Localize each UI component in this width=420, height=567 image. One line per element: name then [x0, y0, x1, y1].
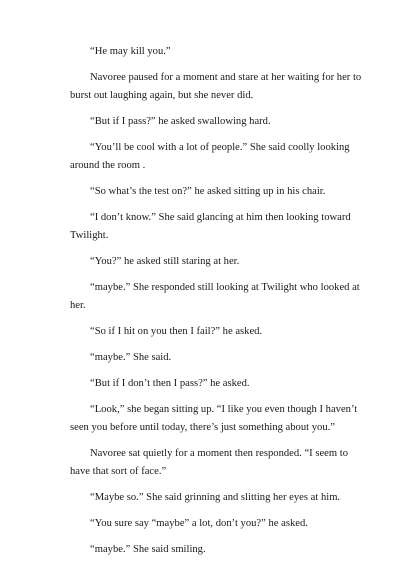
paragraph: Navoree paused for a moment and stare at her waiting for her to burst out laughing again, but she never did.	[70, 72, 362, 101]
paragraph: “So if I hit on you then I fail?” he asked.	[90, 326, 263, 337]
paragraph: “But if I pass?” he asked swallowing hard.	[90, 116, 271, 127]
paragraph: Navoree sat quietly for a moment then responded. “I seem to have that sort of face.”	[70, 448, 348, 477]
paragraph: “He may kill you.”	[90, 46, 171, 57]
paragraph: “maybe.” She responded still looking at Twilight who looked at her.	[70, 282, 360, 311]
paragraph: “You?” he asked still staring at her.	[90, 256, 240, 267]
paragraph: “Maybe so.” She said grinning and slitting her eyes at him.	[90, 492, 341, 503]
paragraph: “maybe.” She said.	[90, 352, 172, 363]
paragraph: “So what’s the test on?” he asked sitting up in his chair.	[90, 186, 326, 197]
paragraph: “But if I don’t then I pass?” he asked.	[90, 378, 250, 389]
paragraph: “Look,” she began sitting up. “I like you even though I haven’t seen you before until today, there’s just something about you.”	[70, 404, 358, 433]
paragraph: “You’ll be cool with a lot of people.” She said coolly looking around the room .	[70, 142, 350, 171]
story-text	[70, 43, 370, 567]
paragraph: “I don’t know.” She said glancing at him then looking toward Twilight.	[70, 212, 351, 241]
paragraph: “You sure say “maybe” a lot, don’t you?” he asked.	[90, 518, 308, 529]
paragraph: “maybe.” She said smiling.	[90, 544, 206, 555]
